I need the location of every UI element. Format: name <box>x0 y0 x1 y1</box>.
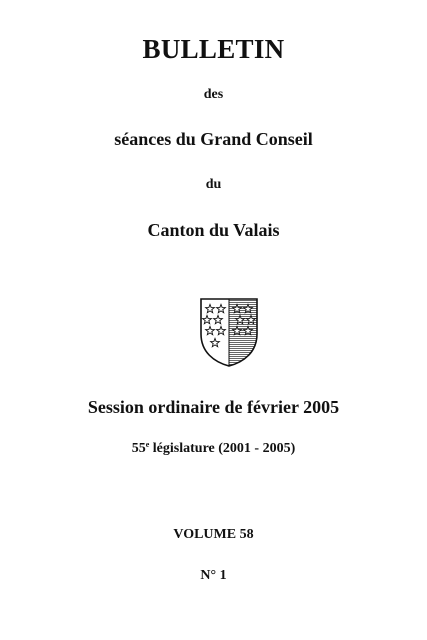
subtitle-du: du <box>205 177 222 192</box>
valais-coat-of-arms-icon <box>198 296 260 368</box>
legislature-line <box>0 441 427 456</box>
legislature-rest: législature (2001 - 2005) <box>149 441 296 456</box>
legislature-number: 55 <box>131 441 146 456</box>
subtitle-des: des <box>203 87 224 102</box>
volume-label: VOLUME 58 <box>173 527 254 542</box>
legislature-suffix: e <box>145 440 150 449</box>
subtitle-seances: séances du Grand Conseil <box>114 129 313 149</box>
issue-number: N° 1 <box>200 568 227 583</box>
session-heading: Session ordinaire de février 2005 <box>87 397 340 417</box>
subtitle-canton: Canton du Valais <box>147 220 280 240</box>
page-title: BULLETIN <box>142 34 285 64</box>
